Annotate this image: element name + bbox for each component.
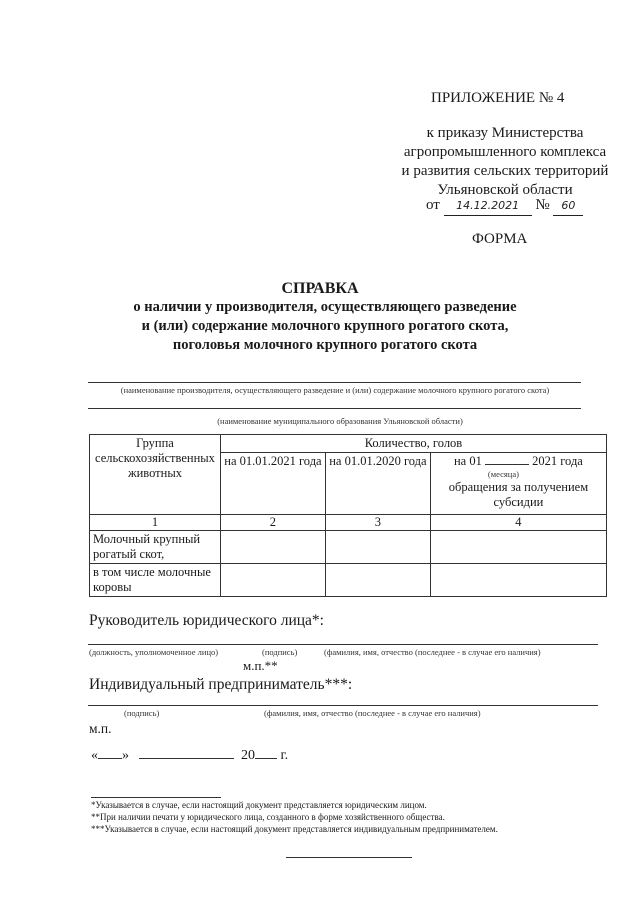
table-cell: [430, 564, 606, 597]
order-date-line: [426, 196, 583, 216]
count-header: Количество, голов: [220, 435, 606, 453]
form-label: ФОРМА: [472, 231, 528, 247]
entrepreneur-label: Индивидуальный предприниматель***:: [89, 676, 353, 693]
subtitle-line: поголовья молочного крупного рогатого скота: [172, 337, 478, 353]
signature-date: [91, 748, 288, 764]
table-row-label: в том числе молочные коровы: [90, 564, 221, 597]
table-cell: [325, 564, 430, 597]
ip-caption-name: (фамилия, имя, отчество (последнее - в случае его наличия): [264, 708, 481, 718]
producer-name-line: [88, 382, 581, 383]
group-header: Группа сельскохозяйственных животных: [90, 435, 221, 515]
table-row-label: Молочный крупный рогатый скот,: [90, 531, 221, 564]
entrepreneur-line: [88, 705, 598, 706]
end-line: [286, 857, 412, 858]
subtitle-line: о наличии у производителя, осуществляющего разведение: [133, 299, 517, 315]
col-month-suffix: обращения за получением субсидии: [448, 480, 589, 509]
col-number: 1: [90, 515, 221, 531]
stamp-ip: м.п.: [89, 721, 112, 736]
legal-head-label: Руководитель юридического лица*:: [89, 612, 324, 629]
subtitle-line: и (или) содержание молочного крупного рогатого скота,: [141, 318, 509, 334]
footnotes: [91, 799, 631, 835]
ip-caption-signature: (подпись): [124, 708, 160, 718]
appendix-label: ПРИЛОЖЕНИЕ № 4: [431, 90, 565, 106]
municipality-caption: (наименование муниципального образования Ульяновской области): [217, 416, 463, 426]
order-number-label: №: [535, 197, 550, 213]
legal-caption-signature: (подпись): [262, 647, 298, 657]
col-2021-header: на 01.01.2021 года: [220, 453, 325, 515]
order-line: агропромышленного комплекса: [403, 144, 607, 160]
col-number: 2: [220, 515, 325, 531]
month-blank: [485, 464, 529, 465]
col-month-prefix: на 01: [453, 454, 482, 468]
col-month-header: [430, 453, 606, 515]
document-subtitle: [60, 298, 590, 355]
col-number: 4: [430, 515, 606, 531]
producer-caption: (наименование производителя, осуществляющего разведение и (или) содержание молочного крупного рогатого скота): [120, 385, 550, 395]
legal-head-line: [88, 644, 598, 645]
stamp-legal: м.п.**: [243, 658, 278, 673]
legal-caption-name: (фамилия, имя, отчество (последнее - в случае его наличия): [324, 647, 541, 657]
date-open-quote: «: [91, 748, 98, 763]
order-reference: [385, 124, 625, 200]
col-month-year: 2021 года: [532, 454, 583, 468]
document-title: СПРАВКА: [281, 280, 359, 297]
date-year-suffix: г.: [280, 748, 289, 763]
order-line: и развития сельских территорий: [401, 163, 609, 179]
footnote-separator: [91, 797, 221, 798]
order-date: 14.12.2021: [444, 196, 532, 216]
livestock-table: [89, 434, 607, 597]
col-2020-header: на 01.01.2020 года: [325, 453, 430, 515]
table-cell: [220, 564, 325, 597]
col-number: 3: [325, 515, 430, 531]
order-line: Ульяновской области: [437, 182, 573, 198]
footnote: *Указывается в случае, если настоящий документ представляется юридическим лицом.: [91, 800, 427, 810]
order-line: к приказу Министерства: [426, 125, 584, 141]
table-cell: [430, 531, 606, 564]
day-blank: [98, 758, 122, 759]
date-close-quote: »: [122, 748, 129, 763]
table-cell: [220, 531, 325, 564]
producer-name-line-2: [88, 408, 581, 409]
month-blank: [139, 758, 234, 759]
footnote: ***Указывается в случае, если настоящий документ представляется индивидуальным предпринимателем.: [91, 824, 498, 834]
table-cell: [325, 531, 430, 564]
order-number: 60: [553, 196, 583, 216]
year-blank: [255, 758, 277, 759]
col-month-line: [434, 454, 603, 469]
date-prefix: от: [426, 197, 440, 213]
date-year: 20: [241, 748, 255, 763]
footnote: **При наличии печати у юридического лица, созданного в форме хозяйственного общества.: [91, 812, 445, 822]
legal-caption-position: (должность, уполномоченное лицо): [89, 647, 219, 657]
col-month-caption: (месяца): [487, 469, 519, 479]
